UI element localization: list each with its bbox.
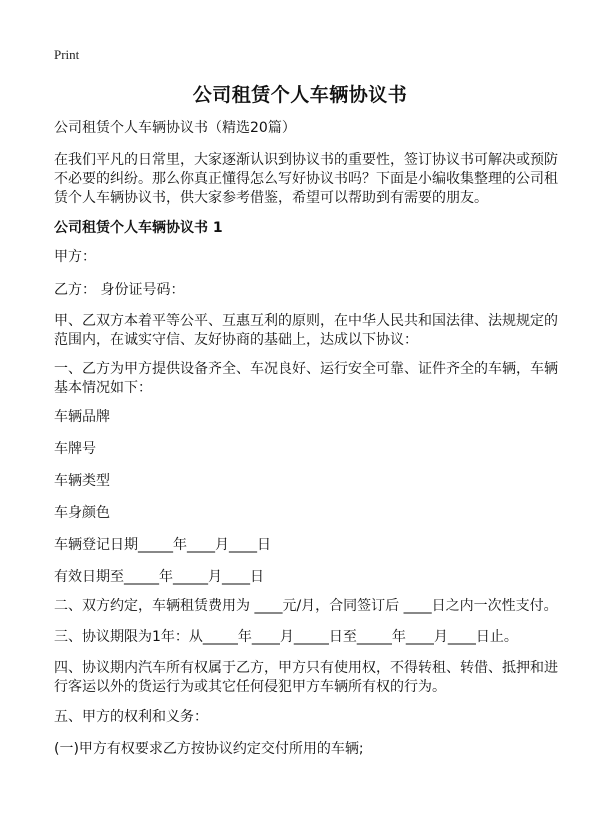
register-date-line: 车辆登记日期_____年____月____日 bbox=[54, 537, 271, 553]
document-subtitle: 公司租赁个人车辆协议书（精选20篇） bbox=[54, 120, 296, 136]
plate-number-line: 车牌号 bbox=[54, 441, 96, 457]
principle-line-1: 甲、乙双方本着平等公平、互惠互利的原则，在中华人民共和国法律、法规规定的 bbox=[54, 313, 558, 329]
section-1-heading: 公司租赁个人车辆协议书 1 bbox=[54, 220, 223, 236]
clause-4-line-2: 行客运以外的货运行为或其它任何侵犯甲方车辆所有权的行为。 bbox=[54, 679, 446, 695]
clause-5-heading: 五、甲方的权利和义务： bbox=[54, 709, 208, 725]
principle-line-2: 范围内，在诚实守信、友好协商的基础上，达成以下协议： bbox=[54, 332, 418, 348]
clause-2-line: 二、双方约定，车辆租赁费用为 ____元/月，合同签订后 ____日之内一次性支付。 bbox=[54, 598, 558, 614]
intro-paragraph-line-3: 赁个人车辆协议书，供大家参考借鉴，希望可以帮助到有需要的朋友。 bbox=[54, 190, 488, 206]
body-color-line: 车身颜色 bbox=[54, 505, 110, 521]
print-link[interactable]: Print bbox=[54, 47, 80, 62]
vehicle-brand-line: 车辆品牌 bbox=[54, 409, 110, 425]
document-title: 公司租赁个人车辆协议书 bbox=[192, 84, 408, 106]
clause-5-item-1: (一)甲方有权要求乙方按协议约定交付所用的车辆; bbox=[54, 741, 364, 757]
party-b-line: 乙方： 身份证号码： bbox=[54, 282, 185, 298]
clause-4-line-1: 四、协议期内汽车所有权属于乙方，甲方只有使用权，不得转租、转借、抵押和进 bbox=[54, 660, 558, 676]
clause-3-line: 三、协议期限为1年：从_____年____月_____日至_____年____月____日止。 bbox=[54, 629, 518, 645]
vehicle-type-line: 车辆类型 bbox=[54, 473, 110, 489]
intro-paragraph-line-2: 不必要的纠纷。那么你真正懂得怎么写好协议书吗？下面是小编收集整理的公司租 bbox=[54, 171, 558, 187]
intro-paragraph-line-1: 在我们平凡的日常里，大家逐渐认识到协议书的重要性，签订协议书可解决或预防 bbox=[54, 152, 558, 168]
clause-1-line-2: 基本情况如下： bbox=[54, 380, 152, 396]
clause-1-line-1: 一、乙方为甲方提供设备齐全、车况良好、运行安全可靠、证件齐全的车辆，车辆 bbox=[54, 361, 558, 377]
party-a-line: 甲方： bbox=[54, 249, 96, 265]
valid-date-line: 有效日期至_____年_____月____日 bbox=[54, 569, 264, 585]
